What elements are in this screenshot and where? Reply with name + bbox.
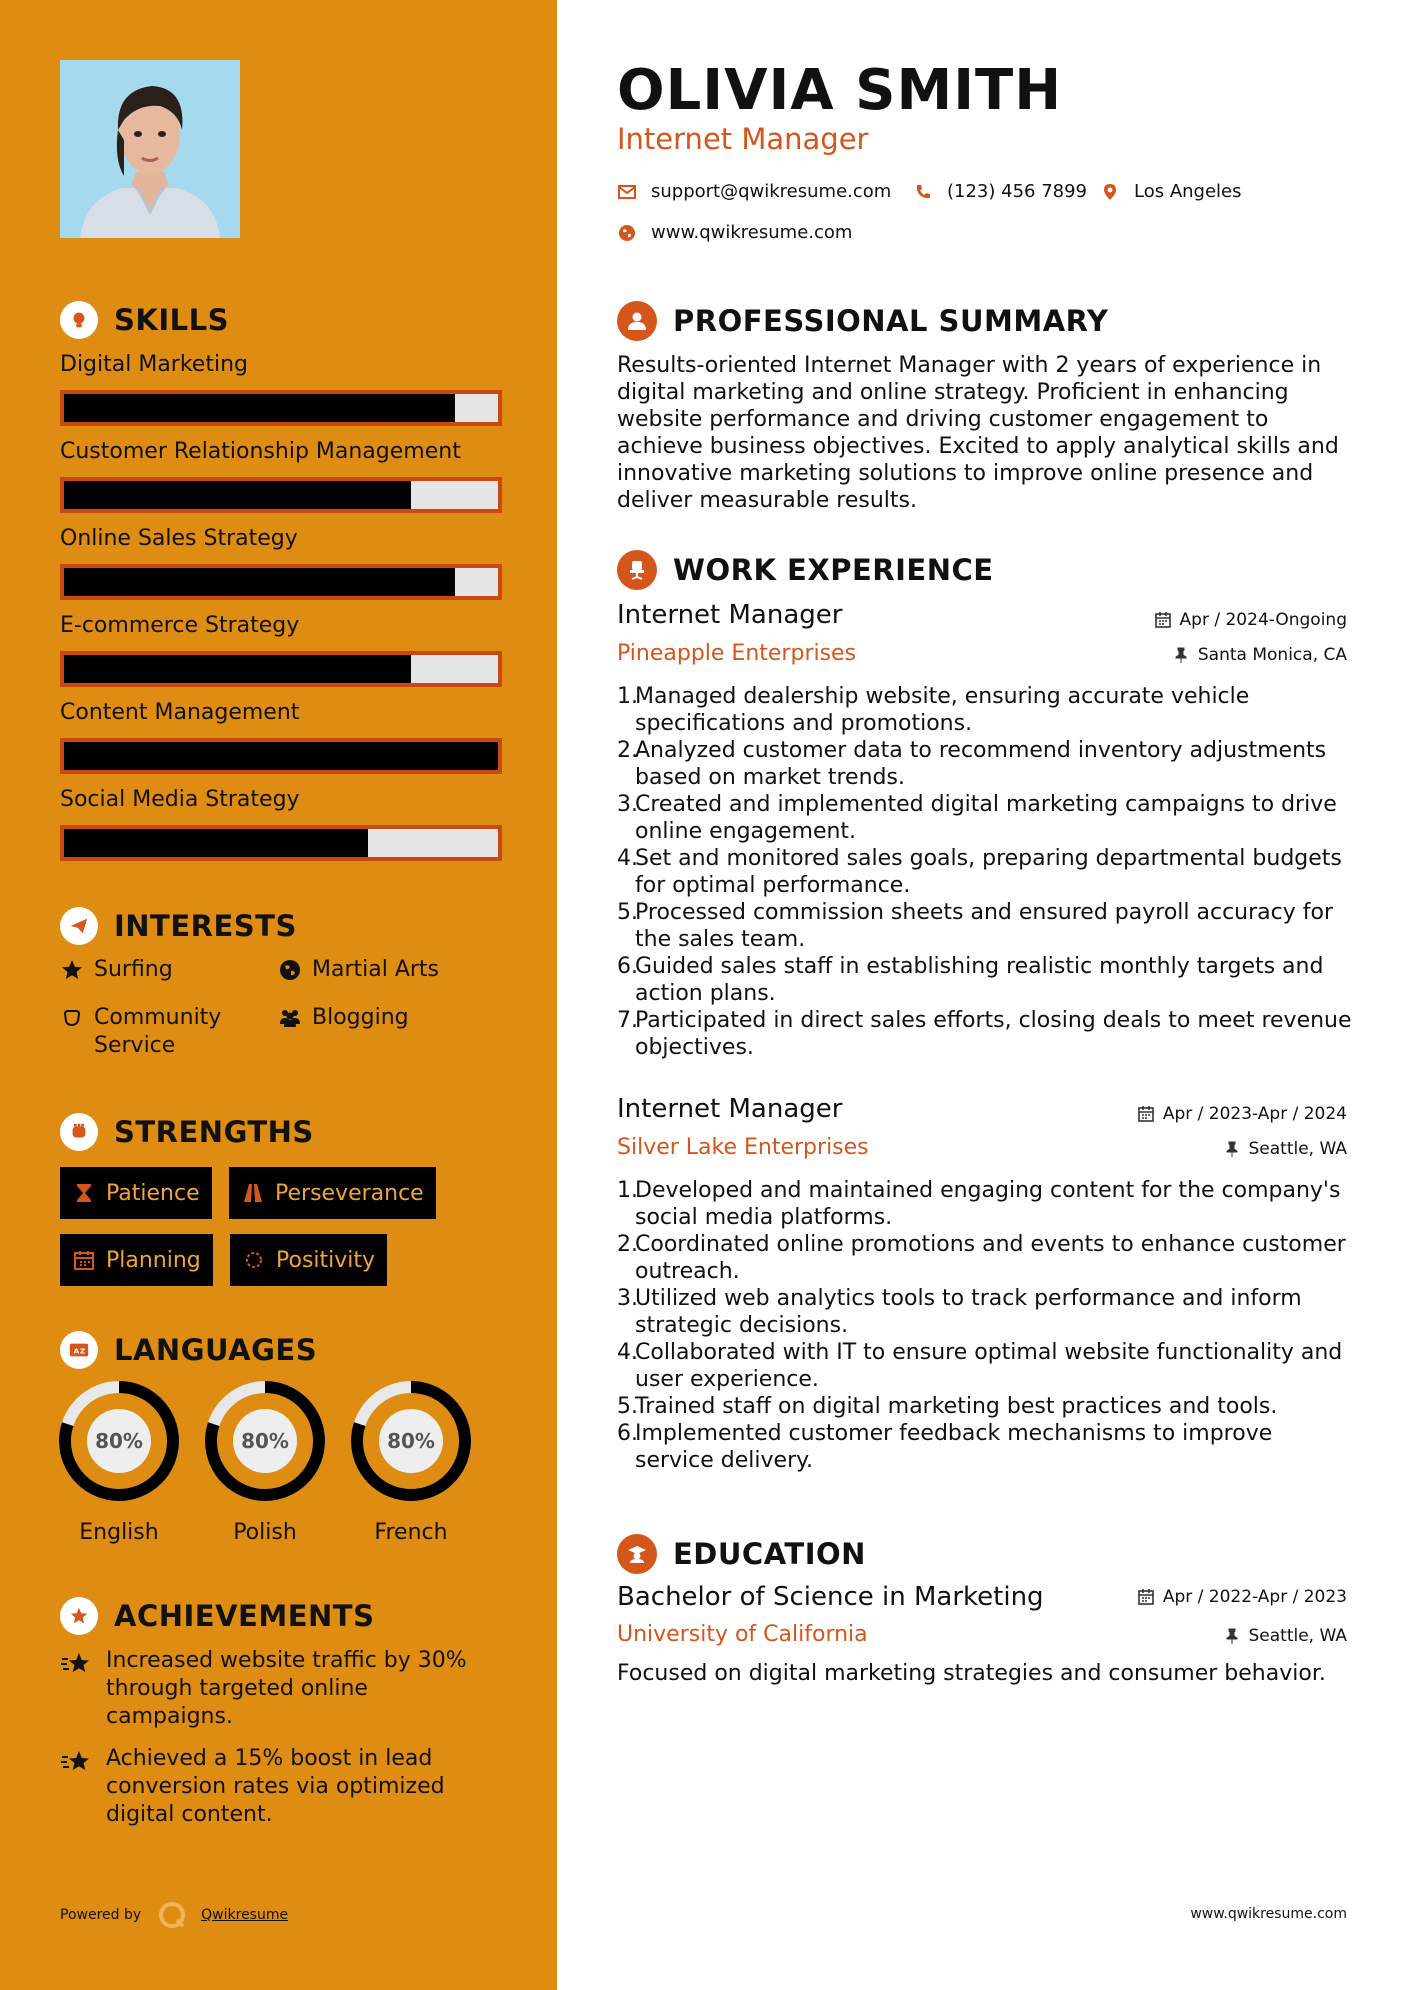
phone-icon: [913, 182, 933, 202]
pushpin-icon: [1172, 646, 1190, 664]
language-percent: 80%: [387, 1429, 435, 1453]
duty-item: 6. Implemented customer feedback mechanisms to improve service delivery.: [617, 1421, 1273, 1473]
education-heading: [617, 1534, 866, 1574]
skill-item: [60, 611, 502, 687]
skill-bar-fill: [64, 655, 411, 683]
education-description: Focused on digital marketing strategies and consumer behavior.: [617, 1661, 1326, 1686]
language-item: [58, 1380, 180, 1545]
strength-chip: [60, 1234, 213, 1286]
interest-label: Martial Arts: [312, 957, 440, 982]
skill-bar: [60, 738, 502, 774]
summary-heading: [617, 301, 1108, 341]
powered-by-label: Powered by: [60, 1907, 142, 1923]
skill-bar-fill: [64, 481, 411, 509]
summary-title: PROFESSIONAL SUMMARY: [673, 304, 1109, 338]
skills-heading: [60, 301, 229, 339]
education-location: [1223, 1626, 1348, 1646]
strengths-heading: [60, 1113, 314, 1151]
languages-title: LANGUAGES: [114, 1333, 318, 1367]
duty-item: 1. Developed and maintained engaging content for the company's social media platforms.: [617, 1178, 1341, 1230]
language-item: [350, 1380, 472, 1545]
shooting-star-icon: [60, 1747, 92, 1777]
job-dates-text: Apr / 2023-Apr / 2024: [1162, 1104, 1347, 1124]
skill-bar: [60, 825, 502, 861]
duty-item: 2. Coordinated online promotions and events to enhance customer outreach.: [617, 1232, 1346, 1284]
interest-label: Community Service: [94, 1005, 222, 1058]
skill-name: Customer Relationship Management: [60, 439, 461, 464]
office-chair-icon: [617, 550, 657, 590]
svg-text:A: A: [73, 1346, 80, 1356]
interest-label: Blogging: [312, 1005, 409, 1030]
job-duties-list: [617, 1177, 1357, 1474]
language-name: English: [79, 1520, 159, 1545]
users-icon: [278, 1006, 302, 1030]
road-icon: [241, 1181, 265, 1205]
contact-phone[interactable]: [913, 181, 1087, 202]
award-star-icon: [60, 1597, 98, 1635]
job-title: Internet Manager: [617, 1094, 843, 1124]
language-percent: 80%: [241, 1429, 289, 1453]
profile-photo: [60, 60, 240, 238]
interest-item: [278, 956, 439, 984]
education-dates: [1137, 1587, 1347, 1607]
sidebar: [0, 0, 557, 1990]
skill-name: Content Management: [60, 700, 300, 725]
globe-icon: [617, 223, 637, 243]
job-location-text: Santa Monica, CA: [1197, 645, 1347, 665]
job-dates: [1154, 610, 1347, 630]
candidate-name: OLIVIA SMITH: [617, 58, 1063, 123]
hand-icon: [60, 1006, 84, 1030]
language-gauge: [58, 1380, 180, 1502]
strength-chip: [229, 1167, 436, 1219]
duty-item: 1. Managed dealership website, ensuring accurate vehicle specifications and promotions.: [617, 684, 1250, 736]
duty-item: 4. Set and monitored sales goals, preparing departmental budgets for optimal performance.: [617, 846, 1342, 898]
skill-bar: [60, 651, 502, 687]
shooting-star-icon: [60, 1649, 92, 1679]
footer-website[interactable]: www.qwikresume.com: [1190, 1906, 1347, 1922]
pushpin-icon: [1223, 1627, 1241, 1645]
achievements-heading: [60, 1597, 374, 1635]
achievement-text: Increased website traffic by 30% through targeted online campaigns.: [106, 1648, 467, 1729]
strength-chip: [230, 1234, 387, 1286]
duty-item: 4. Collaborated with IT to ensure optimal website functionality and user experience.: [617, 1340, 1343, 1392]
achievement-text: Achieved a 15% boost in lead conversion rates via optimized digital content.: [106, 1746, 445, 1827]
graduate-icon: [617, 1534, 657, 1574]
interest-item: [60, 1004, 260, 1060]
skill-bar: [60, 564, 502, 600]
language-icon: [60, 1331, 98, 1369]
qwikresume-link[interactable]: Qwikresume: [201, 1907, 289, 1923]
interest-label: Surfing: [94, 957, 173, 982]
strengths-title: STRENGTHS: [114, 1115, 314, 1149]
language-gauge: [204, 1380, 326, 1502]
skill-name: Social Media Strategy: [60, 787, 300, 812]
user-icon: [617, 301, 657, 341]
skill-name: E-commerce Strategy: [60, 613, 300, 638]
calendar-icon: [1137, 1105, 1155, 1123]
duty-item: 5. Trained staff on digital marketing best practices and tools.: [617, 1394, 1278, 1419]
qwikresume-logo-icon: [157, 1900, 187, 1930]
skill-bar-fill: [64, 568, 455, 596]
summary-text: Results-oriented Internet Manager with 2 years of experience in digital marketing and online strategy. Proficient in enhancing website performance and driving customer engagement to achieve business objectives. Excited to apply analytical skills and innovative marketing solutions to improve online presence and deliver measurable results.: [617, 353, 1339, 513]
map-pin-icon: [1100, 182, 1120, 202]
envelope-icon: [617, 182, 637, 202]
job-title: Internet Manager: [617, 600, 843, 630]
achievement-item: [60, 1745, 500, 1829]
fist-icon: [60, 1113, 98, 1151]
calendar-icon: [72, 1248, 96, 1272]
education-dates-text: Apr / 2022-Apr / 2023: [1162, 1587, 1347, 1607]
skill-name: Digital Marketing: [60, 352, 248, 377]
education-school: University of California: [617, 1622, 868, 1647]
language-gauge: [350, 1380, 472, 1502]
skill-bar-fill: [64, 829, 368, 857]
calendar-icon: [1137, 1588, 1155, 1606]
skill-bar-fill: [64, 742, 498, 770]
skill-name: Online Sales Strategy: [60, 526, 298, 551]
skill-item: [60, 437, 502, 513]
candidate-role: Internet Manager: [617, 122, 869, 156]
star-icon: [60, 958, 84, 982]
experience-title: WORK EXPERIENCE: [673, 553, 994, 587]
achievement-item: [60, 1647, 500, 1731]
language-percent: 80%: [95, 1429, 143, 1453]
globe-icon: [278, 958, 302, 982]
svg-text:Z: Z: [79, 1346, 86, 1356]
strength-label: Planning: [106, 1247, 201, 1273]
language-name: French: [374, 1520, 448, 1545]
contact-email[interactable]: [617, 181, 891, 202]
pushpin-icon: [1223, 1140, 1241, 1158]
hourglass-icon: [72, 1181, 96, 1205]
interests-heading: [60, 907, 297, 945]
job-dates-text: Apr / 2024-Ongoing: [1179, 610, 1347, 630]
duty-item: 7. Participated in direct sales efforts, closing deals to meet revenue objectives.: [617, 1008, 1352, 1060]
skills-title: SKILLS: [114, 303, 229, 337]
interest-item: [60, 956, 173, 984]
powered-by: [60, 1900, 288, 1930]
contact-website[interactable]: [617, 222, 852, 243]
strength-label: Perseverance: [275, 1180, 424, 1206]
languages-heading: [60, 1331, 317, 1369]
skill-item: [60, 524, 502, 600]
duty-item: 6. Guided sales staff in establishing realistic monthly targets and action plans.: [617, 954, 1324, 1006]
skill-bar: [60, 477, 502, 513]
job-dates: [1137, 1104, 1347, 1124]
lightbulb-icon: [60, 301, 98, 339]
duty-item: 3. Created and implemented digital marketing campaigns to drive online engagement.: [617, 792, 1337, 844]
skill-bar: [60, 390, 502, 426]
calendar-icon: [1154, 611, 1172, 629]
experience-heading: [617, 550, 994, 590]
skill-item: [60, 785, 502, 861]
contact-phone-text: (123) 456 7899: [947, 181, 1088, 202]
education-title: EDUCATION: [673, 1537, 866, 1571]
skill-bar-fill: [64, 394, 455, 422]
contact-location-text: Los Angeles: [1134, 181, 1242, 202]
job-company: Pineapple Enterprises: [617, 641, 857, 666]
skill-item: [60, 698, 502, 774]
education-degree: Bachelor of Science in Marketing: [617, 1582, 1044, 1612]
duty-item: 2. Analyzed customer data to recommend inventory adjustments based on market trends.: [617, 738, 1327, 790]
job-company: Silver Lake Enterprises: [617, 1135, 869, 1160]
education-location-text: Seattle, WA: [1248, 1626, 1347, 1646]
job-location: [1172, 645, 1347, 665]
strength-label: Patience: [106, 1180, 200, 1206]
job-duties-list: [617, 683, 1357, 1061]
interests-title: INTERESTS: [114, 909, 297, 943]
achievements-title: ACHIEVEMENTS: [114, 1599, 375, 1633]
skill-item: [60, 350, 502, 426]
language-name: Polish: [233, 1520, 297, 1545]
strength-label: Positivity: [276, 1247, 376, 1273]
language-item: [204, 1380, 326, 1545]
duty-item: 5. Processed commission sheets and ensured payroll accuracy for the sales team.: [617, 900, 1333, 952]
contact-website-text: www.qwikresume.com: [651, 222, 853, 243]
contact-email-text: support@qwikresume.com: [651, 181, 892, 202]
job-location-text: Seattle, WA: [1248, 1139, 1347, 1159]
strength-chip: [60, 1167, 212, 1219]
duty-item: 3. Utilized web analytics tools to track performance and inform strategic decisions.: [617, 1286, 1302, 1338]
interest-item: [278, 1004, 409, 1032]
contact-location: [1100, 181, 1242, 202]
paper-plane-icon: [60, 907, 98, 945]
sun-icon: [242, 1248, 266, 1272]
job-location: [1223, 1139, 1348, 1159]
